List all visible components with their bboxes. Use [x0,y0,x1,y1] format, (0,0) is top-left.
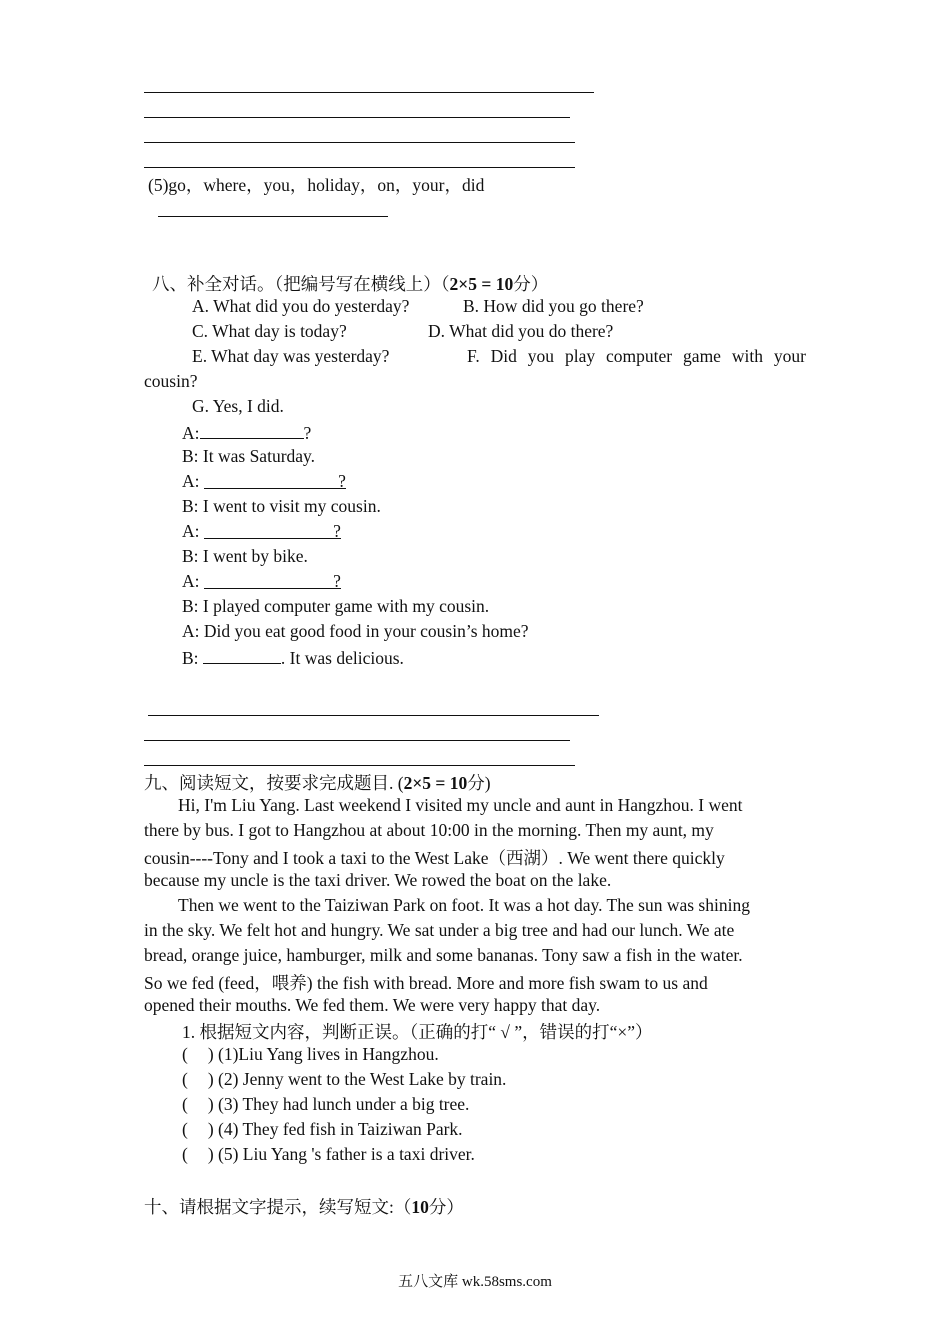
passage-p2-line-4: So we fed (feed，喂养) the fish with bread. More and more fish swam to us and [144,973,708,993]
paren-open: ( [182,1094,188,1114]
dialogue-line-7 [182,571,341,592]
dialogue-text: It was Saturday. [202,446,316,466]
word-order-item-5: (5)go，where，you，holiday，on，your，did [148,175,485,195]
dialogue-line-5 [182,521,341,542]
answer-line-4 [144,167,575,168]
section-8-score: 2×5 = 10 [449,274,514,294]
answer-line-1 [144,92,594,93]
dialogue-line-4 [182,496,381,517]
speaker: B: [182,648,199,668]
dialogue-line-9 [182,621,529,642]
question-mark: ? [333,571,341,591]
section-9-heading [144,770,491,795]
section-10-heading [144,1194,464,1219]
statement-text: (2) Jenny went to the West Lake by train. [218,1069,507,1089]
statement-3 [182,1094,469,1115]
section-8-heading-text: 八、补全对话。（把编号写在横线上）（ [152,274,450,294]
option-f-cont: cousin? [144,371,198,391]
dialogue-text: Did you eat good food in your cousin’s home? [203,621,529,641]
option-d: D. What did you do there? [428,321,614,341]
section-10-heading-end: 分） [428,1197,464,1217]
dialogue-line-10 [182,646,404,669]
question-mark: ? [338,471,346,491]
option-e: E. What day was yesterday? [192,346,390,366]
paren-open: ( [182,1119,188,1139]
dialogue-text: I went by bike. [202,546,308,566]
paren-close: ) [207,1044,214,1064]
answer-line-3 [144,142,575,143]
option-b: B. How did you go there? [463,296,644,316]
question-mark: ? [303,423,312,443]
statement-4 [182,1119,463,1140]
passage-p2-line-2: in the sky. We felt hot and hungry. We sat under a big tree and had our lunch. We ate [144,920,735,940]
page-footer: 五八文库 wk.58sms.com [398,1274,552,1290]
section-10-heading-text: 十、请根据文字提示，续写短文:（ [144,1197,412,1217]
paren-close: ) [207,1094,214,1114]
option-a: A. What did you do yesterday? [192,296,410,316]
question-mark: ? [333,521,341,541]
statement-2 [182,1069,506,1090]
answer-line-2 [144,117,570,118]
statement-5 [182,1144,475,1165]
speaker: B: [182,446,199,466]
dialogue-text: I went to visit my cousin. [202,496,381,516]
dialogue-line-6 [182,546,308,567]
answer-blank-1[interactable] [200,421,304,439]
passage-p1-line-4: because my uncle is the taxi driver. We rowed the boat on the lake. [144,870,612,890]
statement-text: (3) They had lunch under a big tree. [218,1094,470,1114]
dialogue-line-1 [182,421,311,444]
option-c: C. What day is today? [192,321,347,341]
option-g: G. Yes, I did. [192,396,284,416]
paren-open: ( [182,1144,188,1164]
passage-p2-line-3: bread, orange juice, hamburger, milk and some bananas. Tony saw a fish in the water. [144,945,743,965]
speaker: A: [182,423,200,443]
dialogue-text: . It was delicious. [280,648,404,668]
section-9-score: 2×5 = 10 [403,773,468,793]
paren-close: ) [207,1119,214,1139]
speaker: B: [182,596,199,616]
paren-open: ( [182,1069,188,1089]
section-8-heading [152,271,548,296]
answer-blank-5[interactable] [203,646,281,664]
answer-blank-2[interactable] [204,471,346,489]
dialogue-text: I played computer game with my cousin. [202,596,490,616]
passage-p2-line-1: Then we went to the Taiziwan Park on foot. It was a hot day. The sun was shining [178,895,750,915]
paren-close: ) [207,1144,214,1164]
speaker: A: [182,621,200,641]
answer-line-7 [144,765,575,766]
answer-line-item-5[interactable] [158,216,388,217]
answer-blank-4[interactable] [204,571,341,589]
section-8-heading-end: 分） [513,274,549,294]
passage-p1-line-1: Hi, I'm Liu Yang. Last weekend I visited my uncle and aunt in Hangzhou. I went [178,795,743,815]
speaker: A: [182,571,200,591]
dialogue-line-8 [182,596,489,617]
statement-text: (4) They fed fish in Taiziwan Park. [218,1119,463,1139]
dialogue-line-3 [182,471,346,492]
dialogue-line-2 [182,446,315,467]
task-1-instruction: 1. 根据短文内容，判断正误。（正确的打“ √ ”，错误的打“×”） [182,1022,653,1042]
paren-close: ) [207,1069,214,1089]
speaker: B: [182,546,199,566]
section-10-score: 10 [411,1197,429,1217]
passage-p2-line-5: opened their mouths. We fed them. We were very happy that day. [144,995,601,1015]
section-9-heading-end: 分) [467,773,491,793]
option-f: F. Did you play computer game with your [467,346,806,366]
passage-p1-line-3: cousin----Tony and I took a taxi to the West Lake（西湖）. We went there quickly [144,848,725,868]
statement-text: (1)Liu Yang lives in Hangzhou. [218,1044,439,1064]
speaker: B: [182,496,199,516]
paren-open: ( [182,1044,188,1064]
answer-line-5 [148,715,599,716]
speaker: A: [182,471,200,491]
answer-line-6 [144,740,570,741]
statement-text: (5) Liu Yang 's father is a taxi driver. [218,1144,475,1164]
answer-blank-3[interactable] [204,521,341,539]
section-9-heading-text: 九、阅读短文，按要求完成题目. ( [144,773,404,793]
passage-p1-line-2: there by bus. I got to Hangzhou at about 10:00 in the morning. Then my aunt, my [144,820,714,840]
speaker: A: [182,521,200,541]
statement-1 [182,1044,439,1065]
